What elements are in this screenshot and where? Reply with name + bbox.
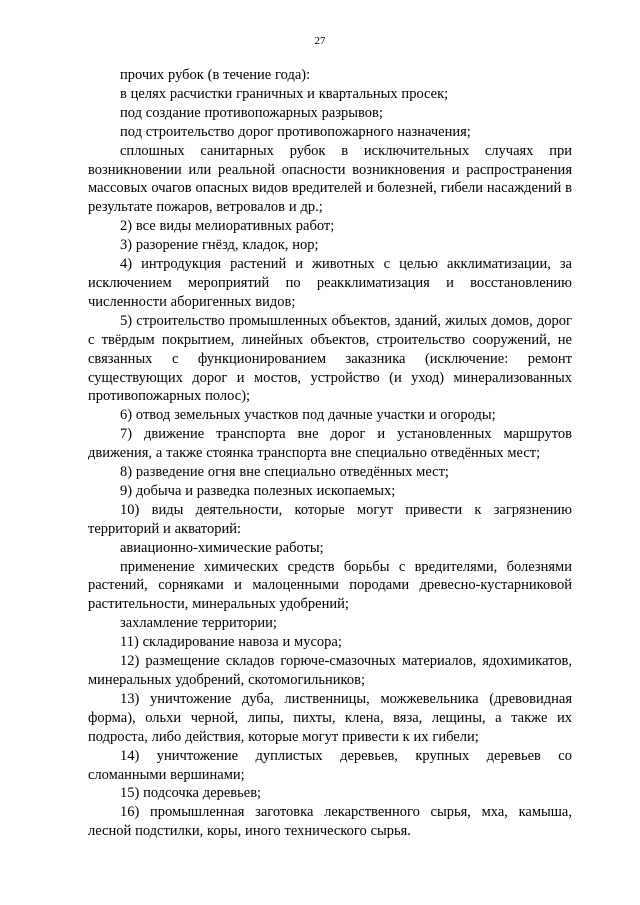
list-item-11: 11) складирование навоза и мусора; [120, 634, 342, 651]
list-item-15: 15) подсочка деревьев; [120, 785, 262, 802]
list-item-4: 4) интродукция растений и животных с целью акклиматизации, за исключением мероприятий по реакклиматизация и восстановлению численности аборигенных видов; [88, 256, 572, 310]
sub-item-chemical-agents: применение химических средств борьбы с вредителями, болезнями растений, сорняками и малоценными породами древесно-кустарниковой растительности, минеральных удобрений; [88, 558, 572, 613]
paragraph-sanitary-fellings: сплошных санитарных рубок в исключительных случаях при возникновении или реальной опасности возникновения и распространения массовых очагов опасных видов вредителей и болезней, гибели насаждений в результате пожаров, ветровалов и др.; [88, 142, 572, 216]
list-item-5: 5) строительство промышленных объектов, зданий, жилых домов, дорог с твёрдым покрытием, линейных объектов, строительство сооружений, не связанных с функционированием заказника (исключение: ремонт существующих дорог и мостов, устройство (и уход) минерализованных противопожарных полос); [88, 312, 572, 405]
document-body [88, 66, 572, 841]
list-item-13: 13) уничтожение дуба, лиственницы, можжевельника (древовидная форма), ольхи черной, липы, пихты, клена, вяза, лещины, а также их подроста, либо действия, которые могут привести к их гибели; [88, 690, 572, 745]
paragraph-clearing-boundary-lines: в целях расчистки граничных и квартальных просек; [120, 85, 449, 102]
list-item-14: 14) уничтожение дуплистых деревьев, крупных деревьев со сломанными вершинами; [88, 747, 572, 783]
list-item-8: 8) разведение огня вне специально отведённых мест; [120, 464, 449, 481]
list-item-9: 9) добыча и разведка полезных ископаемых; [120, 482, 396, 499]
sub-item-aviation-chemical: авиационно-химические работы; [120, 539, 324, 556]
list-item-7: 7) движение транспорта вне дорог и установленных маршрутов движения, а также стоянка транспорта вне специально отведённых мест; [88, 426, 572, 462]
list-item-3: 3) разорение гнёзд, кладок, нор; [120, 237, 319, 254]
list-item-12: 12) размещение складов горюче-смазочных материалов, ядохимикатов, минеральных удобрений, скотомогильников; [88, 653, 572, 688]
sub-item-littering: захламление территории; [120, 615, 277, 632]
page-number: 27 [314, 35, 326, 47]
paragraph-other-fellings: прочих рубок (в течение года): [120, 67, 311, 83]
list-item-16: 16) промышленная заготовка лекарственного сырья, мха, камыша, лесной подстилки, коры, иного технического сырья. [88, 804, 572, 840]
paragraph-fire-roads: под строительство дорог противопожарного назначения; [120, 123, 471, 140]
list-item-10: 10) виды деятельности, которые могут привести к загрязнению территорий и акваторий: [88, 501, 572, 537]
list-item-2: 2) все виды мелиоративных работ; [120, 218, 335, 235]
list-item-6: 6) отвод земельных участков под дачные участки и огороды; [120, 407, 496, 424]
paragraph-firebreaks: под создание противопожарных разрывов; [120, 104, 383, 121]
